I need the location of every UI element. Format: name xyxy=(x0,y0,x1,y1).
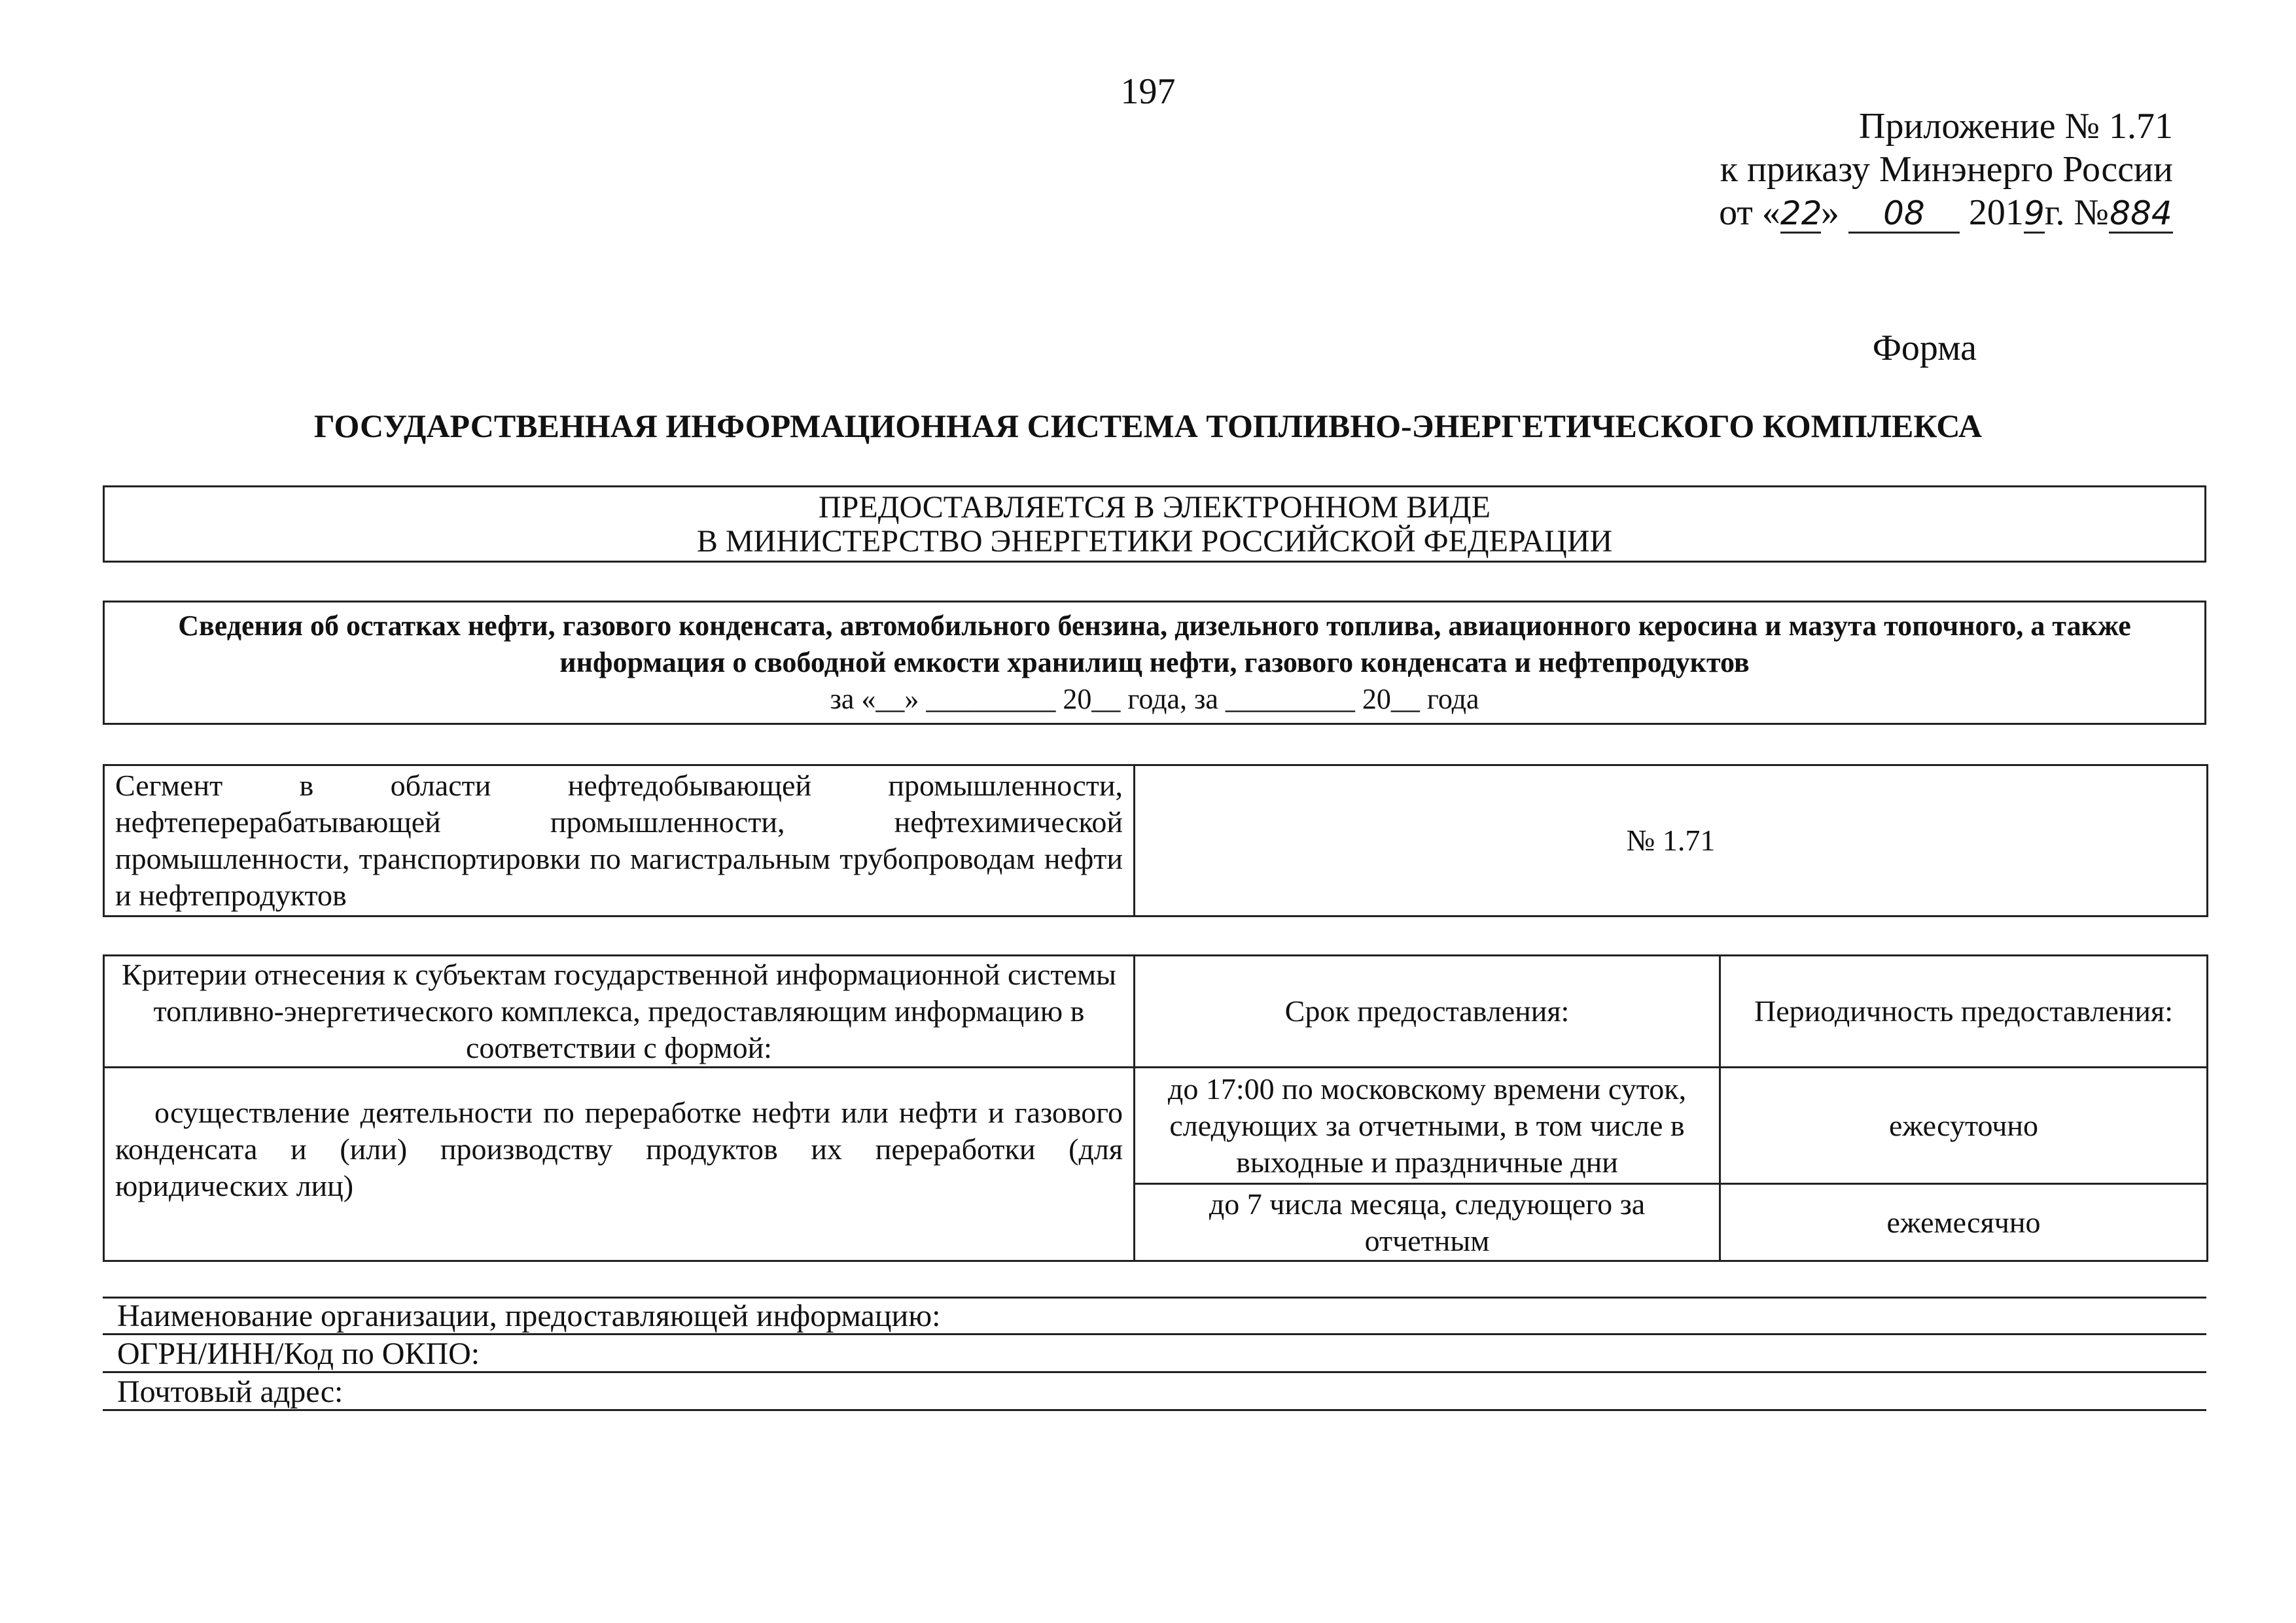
appendix-date-line xyxy=(1719,191,2173,234)
deadline-monthly: до 7 числа месяца, следующего за отчетным xyxy=(1135,1184,1720,1261)
deadline-daily: до 17:00 по московскому времени суток, следующих за отчетными, в том числе в выходные и праздничные дни xyxy=(1135,1068,1720,1184)
year-prefix: 201 xyxy=(1968,192,2024,233)
segment-table xyxy=(103,764,2208,917)
org-name-field[interactable]: Наименование организации, предоставляющей информацию: xyxy=(103,1297,2206,1335)
report-title-box xyxy=(103,601,2206,725)
submission-line-1: ПРЕДОСТАВЛЯЕТСЯ В ЭЛЕКТРОННОМ ВИДЕ xyxy=(819,490,1491,525)
submission-line-2: В МИНИСТЕРСТВО ЭНЕРГЕТИКИ РОССИЙСКОЙ ФЕДЕРАЦИИ xyxy=(696,524,1613,559)
ogrn-inn-okpo-field[interactable]: ОГРН/ИНН/Код по ОКПО: xyxy=(103,1335,2206,1373)
year-suffix: г. № xyxy=(2044,192,2109,233)
form-label: Форма xyxy=(1872,328,1977,368)
report-title: Сведения об остатках нефти, газового конденсата, автомобильного бензина, дизельного топлива, авиационного керосина и мазута топочного, а также информация о свободной емкости хранилищ нефти, газового конденсата и нефтепродуктов xyxy=(178,610,2131,678)
report-period: за «__» _________ 20__ года, за _________ 20__ года xyxy=(830,683,1479,715)
header-frequency: Периодичность предоставления: xyxy=(1720,956,2208,1068)
main-title: ГОСУДАРСТВЕННАЯ ИНФОРМАЦИОННАЯ СИСТЕМА ТОПЛИВНО-ЭНЕРГЕТИЧЕСКОГО КОМПЛЕКСА xyxy=(313,408,1983,444)
handwritten-year-digit: 9 xyxy=(2024,194,2045,232)
appendix-line-1: Приложение № 1.71 xyxy=(1859,106,2173,147)
frequency-monthly: ежемесячно xyxy=(1720,1184,2208,1261)
header-criteria: Критерии отнесения к субъектам государственной информационной системы топливно-энергетического комплекса, предоставляющим информацию в соответствии с формой: xyxy=(104,956,1135,1068)
frequency-daily: ежесуточно xyxy=(1720,1068,2208,1184)
appendix-line-2: к приказу Минэнерго России xyxy=(1720,149,2173,190)
form-number: № 1.71 xyxy=(1135,765,2208,916)
header-deadline: Срок предоставления: xyxy=(1135,956,1720,1068)
handwritten-day: 22 xyxy=(1780,194,1822,232)
submission-box xyxy=(103,485,2206,563)
postal-address-field[interactable]: Почтовый адрес: xyxy=(103,1373,2206,1411)
appendix-block xyxy=(1719,105,2173,234)
date-prefix: от « xyxy=(1719,192,1780,233)
segment-description: Сегмент в области нефтедобывающей промышленности, нефтеперерабатывающей промышленности, нефтехимической промышленности, транспортировки по магистральным трубопроводам нефти и нефтепродуктов xyxy=(104,765,1135,916)
page-number: 197 xyxy=(1120,71,1176,112)
criteria-table xyxy=(103,954,2208,1262)
date-day-suffix: » xyxy=(1820,192,1839,233)
criterion-cell: осуществление деятельности по переработке нефти или нефти и газового конденсата и (или) производству продуктов их переработки (для юридических лиц) xyxy=(104,1068,1135,1261)
handwritten-order-number: 884 xyxy=(2110,194,2172,232)
handwritten-month: 08 xyxy=(1848,195,1960,234)
